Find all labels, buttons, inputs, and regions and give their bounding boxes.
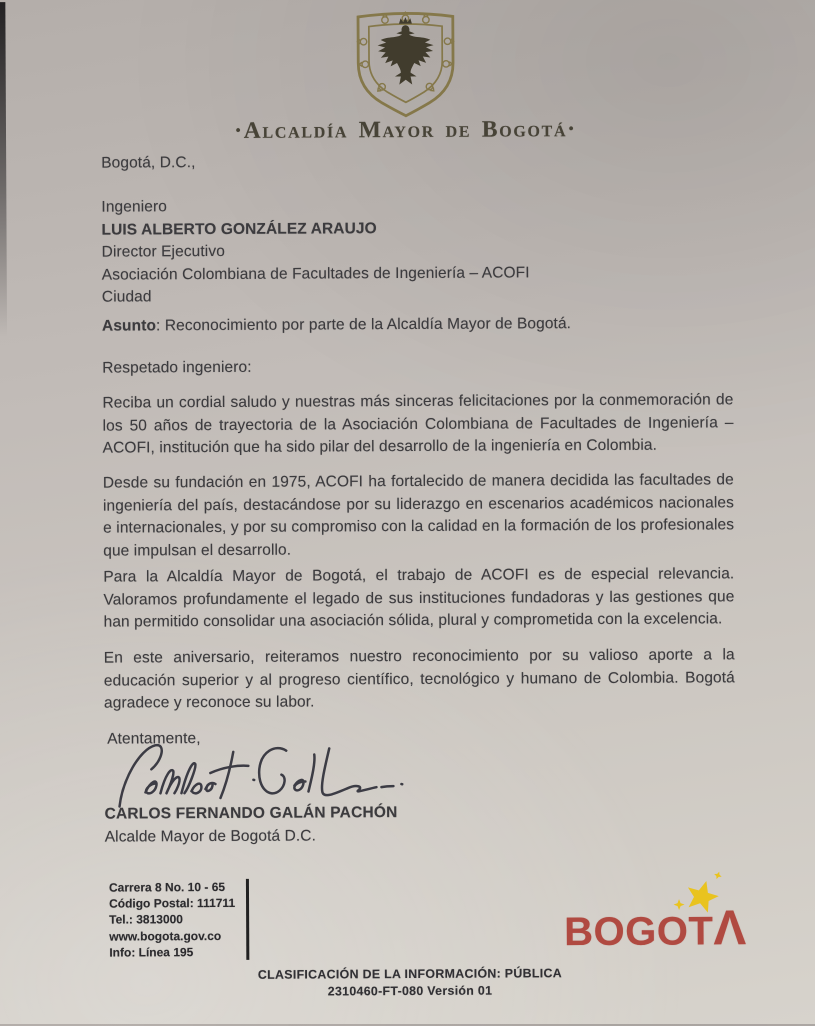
address-line: Código Postal: 111711 (109, 896, 236, 911)
date-city-line: Bogotá, D.C., (101, 154, 196, 172)
recipient-title: Ingeniero (101, 198, 167, 216)
recipient-role: Director Ejecutivo (101, 243, 225, 261)
letterhead-title: ·Alcaldía Mayor de Bogotá· (234, 116, 577, 144)
subject-text: : Reconocimiento por parte de la Alcaldía Mayor de Bogotá. (155, 315, 572, 335)
logo-lambda: Λ (713, 901, 747, 956)
body-paragraph-2: Desde su fundación en 1975, ACOFI ha fortalecido de manera decidida las facultades de ingeniería del país, destacándose por su liderazgo en escenarios académicos nacionales e internacionales, y por su compromiso con la calidad en la formación de los profesionales que impulsan el desarrollo. (102, 471, 735, 560)
logo-wordmark: BOGOTΛ (564, 901, 747, 956)
classification-block (2, 964, 815, 1001)
photo-edge-shadow (0, 2, 7, 337)
subject-label: Asunto (101, 317, 157, 335)
subject-line (102, 313, 571, 338)
address-line: www.bogota.gov.co (109, 928, 222, 944)
recipient-name: LUIS ALBERTO GONZÁLEZ ARAUJO (101, 219, 377, 239)
greeting: Respetado ingeniero: (102, 358, 252, 377)
address-line: Info: Línea 195 (109, 944, 194, 960)
crest-eagle (377, 17, 433, 85)
recipient-block (101, 194, 529, 309)
signer-name: CARLOS FERNANDO GALÁN PACHÓN (104, 804, 398, 823)
closing: Atentamente, (107, 730, 201, 748)
bogota-logo (558, 866, 770, 959)
bogota-coat-of-arms-icon (349, 7, 462, 120)
recipient-city: Ciudad (101, 288, 152, 306)
address-line: Tel.: 3813000 (109, 912, 183, 927)
classification-line: CLASIFICACIÓN DE LA INFORMACIÓN: PÚBLICA (257, 966, 563, 982)
recipient-organization: Asociación Colombiana de Facultades de Ingeniería – ACOFI (101, 264, 530, 284)
body-paragraph-1: Reciba un cordial saludo y nuestras más sinceras felicitaciones por la conmemoración de los 50 años de trayectoria de la Asociación Colombiana de Facultades de Ingeniería – ACOFI, institución que ha sido pilar del desarrollo de la ingeniería en Colombia. (102, 391, 734, 457)
address-line: Carrera 8 No. 10 - 65 (108, 879, 226, 895)
body-paragraph-4: En este aniversario, reiteramos nuestro reconocimiento por su valioso aporte a la educación superior y al progreso científico, tecnológico y humano de Colombia. Bogotá agradece y reconoce su labor. (103, 646, 735, 712)
footer-address (109, 879, 249, 961)
body-paragraph-3: Para la Alcaldía Mayor de Bogotá, el trabajo de ACOFI es de especial relevancia. Valoramos profundamente el legado de sus instituciones fundadoras y las gestiones que han permitido consolidar una asociación sólida, plural y comprometida con la excelencia. (103, 565, 735, 631)
signer-role: Alcalde Mayor de Bogotá D.C. (104, 827, 317, 846)
signature (109, 735, 409, 811)
form-code-line: 2310460-FT-080 Versión 01 (327, 983, 493, 998)
